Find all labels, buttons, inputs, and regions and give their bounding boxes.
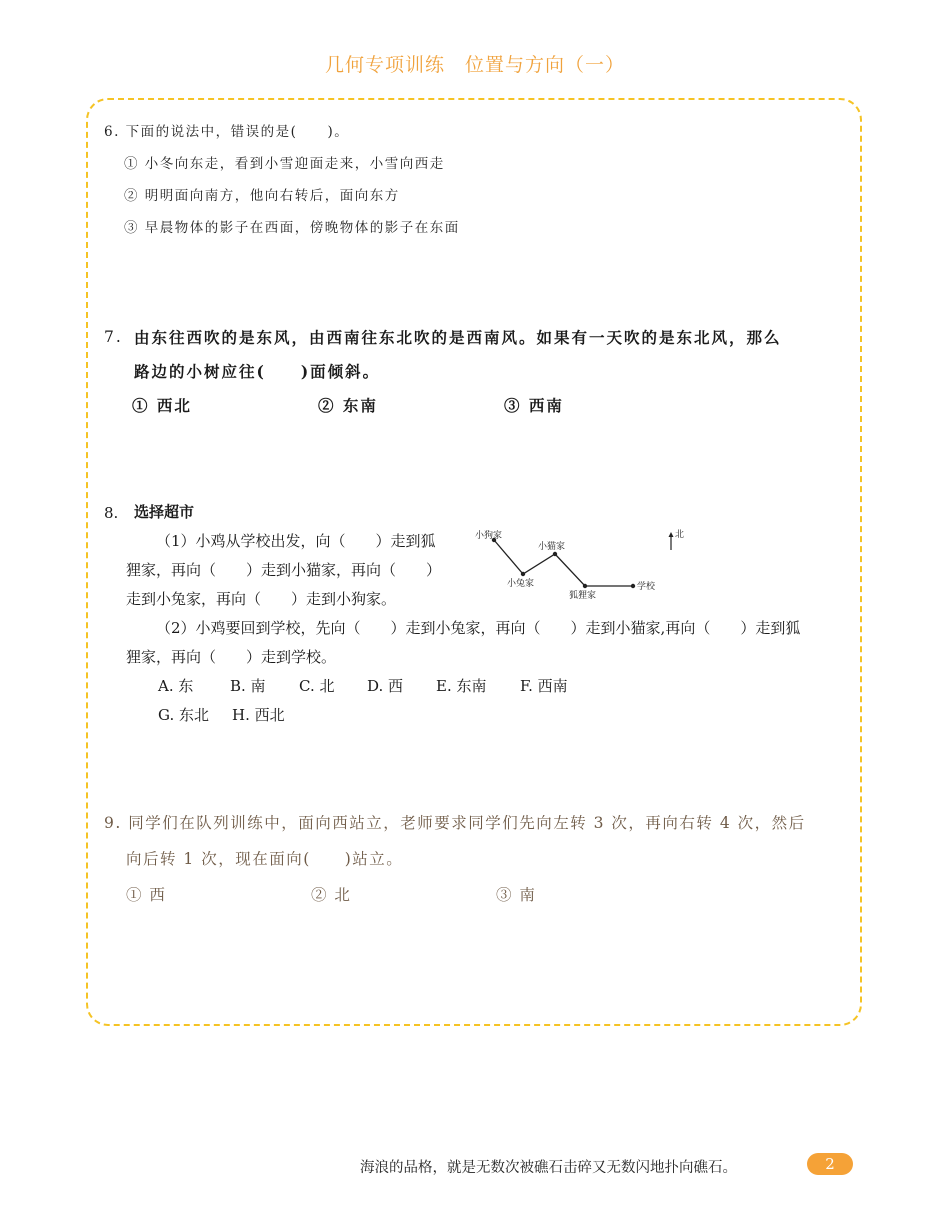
school-point: [631, 584, 635, 588]
page-title: 几何专项训练 位置与方向（一）: [324, 54, 625, 76]
cat-house-point: [553, 552, 557, 556]
q8-choice-b: B. 南: [230, 677, 266, 695]
fox-house-point: [583, 584, 587, 588]
q6-option-2: ② 明明面向南方，他向右转后，面向东方: [124, 188, 400, 204]
q9-option-1: ① 西: [126, 886, 167, 904]
school-label: 学校: [637, 582, 656, 592]
q8-part1-line3: 走到小兔家，再向（ ）走到小狗家。: [126, 590, 397, 608]
fox-house-label: 狐狸家: [569, 591, 597, 601]
q8-choice-h: H. 西北: [232, 706, 285, 724]
q8-title: 选择超市: [134, 503, 195, 521]
q7-option-1: ① 西北: [132, 396, 192, 415]
q8-number: 8.: [104, 504, 119, 522]
q9-option-2: ② 北: [311, 886, 352, 904]
q7-option-2: ② 东南: [318, 396, 378, 415]
q8-part2-line2: 狸家，再向（ ）走到学校。: [126, 648, 337, 666]
q7-line2: 路边的小树应往( )面倾斜。: [134, 362, 381, 381]
rabbit-house-label: 小兔家: [507, 579, 535, 589]
q8-choice-e: E. 东南: [436, 677, 487, 695]
page-number-badge: 2: [807, 1153, 853, 1175]
q8-choice-a: A. 东: [158, 677, 194, 695]
q8-part1-line1: （1）小鸡从学校出发，向（ ）走到狐: [156, 532, 436, 550]
footer-quote: 海浪的品格，就是无数次被礁石击碎又无数闪地扑向礁石。: [360, 1160, 737, 1176]
q7-line1: 由东往西吹的是东风，由西南往东北吹的是西南风。如果有一天吹的是东北风，那么: [134, 328, 782, 347]
dog-house-label: 小狗家: [475, 531, 503, 541]
q9-option-3: ③ 南: [496, 886, 537, 904]
q9-line1: 9. 同学们在队列训练中，面向西站立，老师要求同学们先向左转 3 次，再向右转 4 次，然后: [104, 814, 806, 832]
q8-choice-c: C. 北: [299, 677, 335, 695]
north-label: 北: [675, 530, 685, 540]
q7-number: 7.: [104, 328, 123, 346]
q8-part2-line1: （2）小鸡要回到学校，先向（ ）走到小兔家，再向（ ）走到小猫家,再向（ ）走到狐: [156, 619, 801, 637]
q8-choice-g: G. 东北: [158, 706, 209, 724]
q6-stem: 6. 下面的说法中，错误的是( )。: [104, 124, 350, 140]
q8-choice-d: D. 西: [367, 677, 404, 695]
q8-part1-line2: 狸家，再向（ ）走到小猫家，再向（ ）: [126, 561, 442, 579]
q6-option-3: ③ 早晨物体的影子在西面，傍晚物体的影子在东面: [124, 220, 460, 236]
q8-choice-f: F. 西南: [520, 677, 568, 695]
q6-option-1: ① 小冬向东走，看到小雪迎面走来，小雪向西走: [124, 156, 445, 172]
rabbit-house-point: [521, 572, 525, 576]
route-map: [470, 524, 690, 604]
north-arrowhead-icon: [669, 532, 674, 537]
q7-option-3: ③ 西南: [504, 396, 564, 415]
cat-house-label: 小猫家: [538, 542, 566, 552]
q9-line2: 向后转 1 次，现在面向( )站立。: [126, 850, 404, 868]
